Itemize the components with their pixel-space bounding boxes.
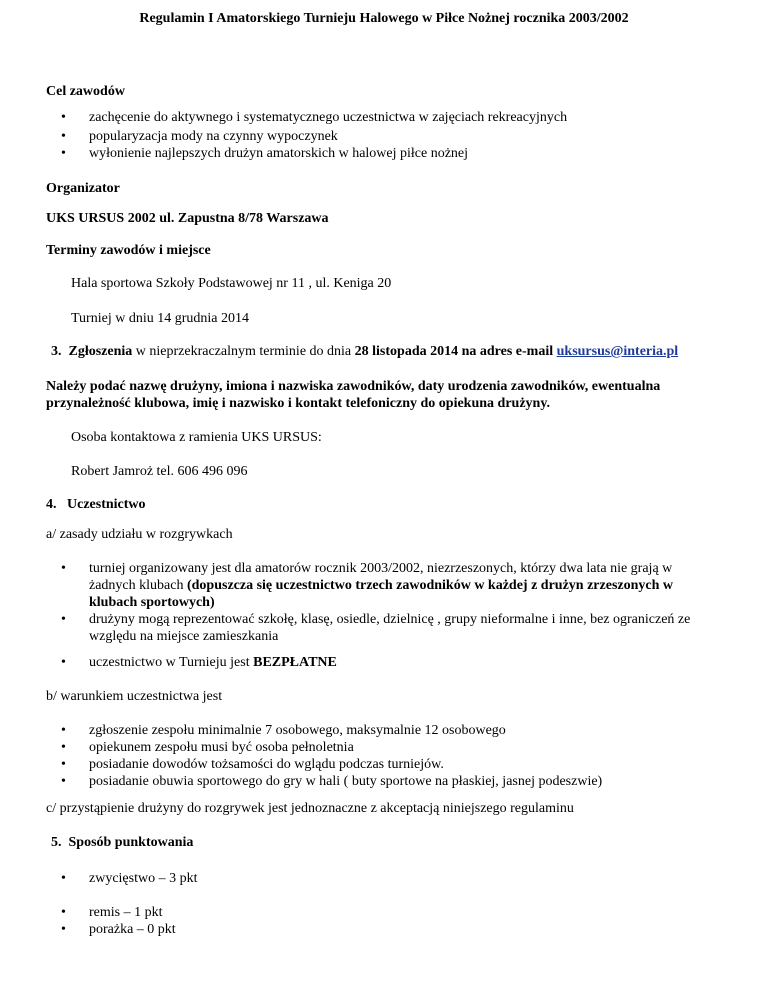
- a-item-3-bold: BEZPŁATNE: [253, 655, 337, 670]
- zgloszenia-number: 3.: [51, 344, 62, 359]
- a-item-3: [89, 654, 337, 671]
- punktacja-item-3: • porażka – 0 pkt: [89, 921, 176, 938]
- a-item-1-bold: (dopuszcza się uczestnictwo trzech zawodników w każdej z drużyn zrzeszonych w: [186, 578, 674, 593]
- punktacja-number: 5.: [51, 835, 62, 850]
- b-item-4: • posiadanie obuwia sportowego do gry w hali ( buty sportowe na płaskiej, jasnej podeszwie): [89, 773, 602, 790]
- a-item-3-plain: uczestnictwo w Turnieju jest: [89, 655, 254, 670]
- uczestnictwo-line: [46, 496, 146, 513]
- zgloszenia-text: w nieprzekraczalnym terminie do dnia: [132, 344, 355, 359]
- contact-person: Robert Jamroż tel. 606 496 096: [71, 464, 248, 479]
- punktacja-item-1: • zwycięstwo – 3 pkt: [89, 870, 197, 887]
- punktacja-heading: Sposób punktowania: [68, 835, 194, 850]
- a-item-1-line-3: klubach sportowych): [89, 595, 215, 610]
- b-item-3: • posiadanie dowodów tożsamości do wglądu podczas turniejów.: [89, 756, 444, 773]
- a-label: a/ zasady udziału w rozgrywkach: [46, 527, 233, 542]
- terminy-date: Turniej w dniu 14 grudnia 2014: [71, 311, 249, 326]
- uczestnictwo-number: 4.: [46, 497, 57, 512]
- a-item-1-plain: żadnych klubach: [89, 578, 187, 593]
- a-item-2-line-1: • drużyny mogą reprezentować szkołę, klasę, osiedle, dzielnicę , grupy nieformalne i inne, bez ograniczeń ze: [89, 611, 690, 628]
- zgloszenia-heading: Zgłoszenia: [68, 344, 133, 359]
- zgloszenia-info-2: przynależność klubowa, imię i nazwisko i kontakt telefoniczny do opiekuna drużyny.: [46, 396, 551, 411]
- organizator-heading: Organizator: [46, 181, 120, 196]
- cel-item-2: • popularyzacja mody na czynny wypoczynek: [89, 128, 338, 145]
- punktacja-line: [51, 834, 193, 851]
- terminy-heading: Terminy zawodów i miejsce: [46, 243, 211, 258]
- b-item-1: • zgłoszenie zespołu minimalnie 7 osobowego, maksymalnie 12 osobowego: [89, 722, 506, 739]
- a-item-1-line-1: • turniej organizowany jest dla amatorów rocznik 2003/2002, niezrzeszonych, którzy dwa lata nie grają w: [89, 560, 672, 577]
- page-title: Regulamin I Amatorskiego Turnieju Halowego w Piłce Nożnej rocznika 2003/2002: [139, 11, 629, 26]
- b-label: b/ warunkiem uczestnictwa jest: [46, 689, 223, 704]
- cel-item-1: • zachęcenie do aktywnego i systematycznego uczestnictwa w zajęciach rekreacyjnych: [89, 109, 567, 126]
- contact-label: Osoba kontaktowa z ramienia UKS URSUS:: [71, 430, 322, 445]
- cel-heading: Cel zawodów: [46, 84, 125, 99]
- zgloszenia-deadline: 28 listopada 2014 na adres e-mail: [354, 344, 557, 359]
- organizator-text: UKS URSUS 2002 ul. Zapustna 8/78 Warszawa: [46, 211, 329, 226]
- uczestnictwo-heading: Uczestnictwo: [67, 497, 146, 512]
- punktacja-item-2: • remis – 1 pkt: [89, 904, 163, 921]
- cel-item-3: • wyłonienie najlepszych drużyn amatorskich w halowej piłce nożnej: [89, 145, 468, 162]
- zgloszenia-line: [51, 343, 678, 360]
- email-link[interactable]: uksursus@interia.pl: [556, 344, 679, 359]
- c-label: c/ przystąpienie drużyny do rozgrywek jest jednoznaczne z akceptacją niniejszego regulaminu: [46, 801, 574, 816]
- b-item-2: • opiekunem zespołu musi być osoba pełnoletnia: [89, 739, 354, 756]
- zgloszenia-info-1: Należy podać nazwę drużyny, imiona i nazwiska zawodników, daty urodzenia zawodników, ewentualna: [46, 379, 661, 394]
- a-item-2-line-2: względu na miejsce zamieszkania: [89, 629, 279, 644]
- a-item-1-line-2: [89, 577, 673, 594]
- terminy-place: Hala sportowa Szkoły Podstawowej nr 11 , ul. Keniga 20: [71, 276, 392, 291]
